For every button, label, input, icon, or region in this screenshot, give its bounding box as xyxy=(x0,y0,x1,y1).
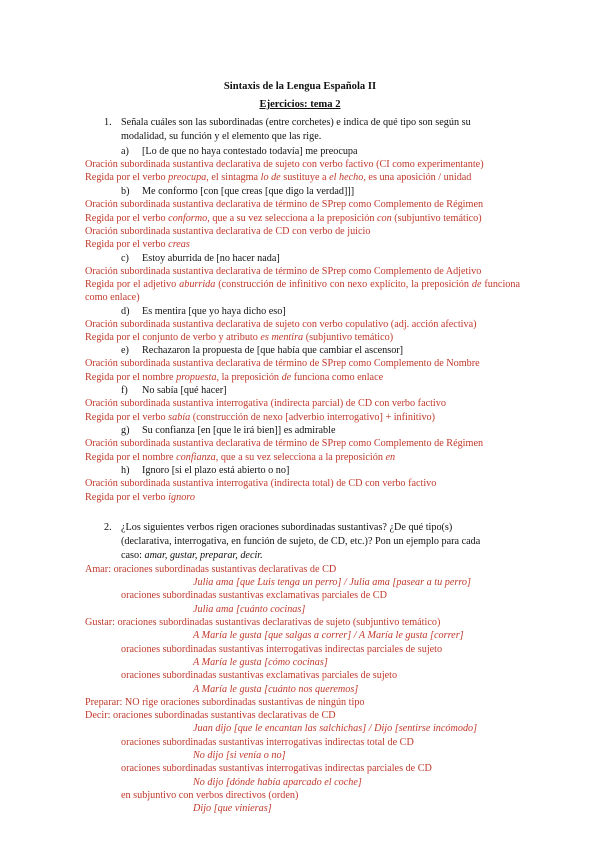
document-title: Sintaxis de la Lengua Española II xyxy=(223,81,377,92)
document-subtitle: Ejercicios: tema 2 xyxy=(259,99,341,110)
item-label: f) xyxy=(121,385,128,396)
item-sentence: Estoy aburrida de [no hacer nada] xyxy=(142,253,280,264)
answer-line: Oración subordinada sustantiva declarativa de término de SPrep como Complemento de Régimen xyxy=(85,438,484,449)
example-line: No dijo [dónde había aparcado el coche] xyxy=(193,777,362,788)
answer-line: oraciones subordinadas sustantivas interrogativas indirectas parciales de CD xyxy=(121,763,432,774)
exercise-number: 1. xyxy=(104,117,112,128)
answer-line: Gustar: oraciones subordinadas sustantivas declarativas de sujeto (subjuntivo temático) xyxy=(85,617,441,628)
item-label: d) xyxy=(121,306,130,317)
item-sentence: Ignoro [si el plazo está abierto o no] xyxy=(142,465,290,476)
answer-line: Regida por el verbo sabía (construcción de nexo [adverbio interrogativo] + infinitivo) xyxy=(85,412,436,423)
answer-line: Oración subordinada sustantiva interrogativa (indirecta total) de CD con verbo factivo xyxy=(85,478,437,489)
answer-line: Oración subordinada sustantiva declarativa de término de SPrep como Complemento de Régimen xyxy=(85,199,484,210)
answer-line: Regida por el verbo creas xyxy=(85,239,190,250)
item-label: g) xyxy=(121,425,130,436)
answer-line: oraciones subordinadas sustantivas exclamativas parciales de sujeto xyxy=(121,670,398,681)
answer-line: Preparar: NO rige oraciones subordinadas sustantivas de ningún tipo xyxy=(85,697,365,708)
example-line: No dijo [si venía o no] xyxy=(193,750,286,761)
answer-line: Regida por el verbo ignoro xyxy=(85,492,195,503)
item-sentence: Me conformo [con [que creas [que digo la verdad]]] xyxy=(142,186,355,197)
item-sentence: No sabía [qué hacer] xyxy=(142,385,227,396)
answer-line: Oración subordinada sustantiva declarativa de término de SPrep como Complemento de Nombre xyxy=(85,358,480,369)
item-label: h) xyxy=(121,465,130,476)
example-line: A María le gusta [cuánto nos queremos] xyxy=(193,684,359,695)
answer-line: Oración subordinada sustantiva declarativa de CD con verbo de juicio xyxy=(85,226,371,237)
answer-line: oraciones subordinadas sustantivas exclamativas parciales de CD xyxy=(121,590,387,601)
answer-line: Oración subordinada sustantiva declarativa de sujeto con verbo copulativo (adj. acción afectiva) xyxy=(85,319,477,330)
answer-line: Regida por el verbo conformo, que a su vez selecciona a la preposición con (subjuntivo temático) xyxy=(85,213,482,224)
answer-line: Regida por el nombre propuesta, la preposición de funciona como enlace xyxy=(85,372,384,383)
exercise-prompt-line: caso: amar, gustar, preparar, decir. xyxy=(121,550,263,561)
answer-line: Regida por el nombre confianza, que a su vez selecciona a la preposición en xyxy=(85,452,396,463)
answer-line: Regida por el conjunto de verbo y atributo es mentira (subjuntivo temático) xyxy=(85,332,394,343)
answer-line: Oración subordinada sustantiva declarativa de término de SPrep como Complemento de Adjetivo xyxy=(85,266,482,277)
answer-line: Amar: oraciones subordinadas sustantivas declarativas de CD xyxy=(85,564,337,575)
exercise-prompt-line: Señala cuáles son las subordinadas (entre corchetes) e indica de qué tipo son según su xyxy=(121,117,471,128)
answer-line: Decir: oraciones subordinadas sustantivas declarativas de CD xyxy=(85,710,336,721)
example-line: Juan dijo [que le encantan las salchichas] / Dijo [sentirse incómodo] xyxy=(193,723,478,734)
example-line: Dijo [que vinieras] xyxy=(193,803,272,814)
exercise-prompt-line: ¿Los siguientes verbos rigen oraciones subordinadas sustantivas? ¿De qué tipo(s) xyxy=(121,522,453,533)
item-label: b) xyxy=(121,186,130,197)
item-sentence: Rechazaron la propuesta de [que había que cambiar el ascensor] xyxy=(142,345,404,356)
item-label: a) xyxy=(121,146,129,157)
answer-line: en subjuntivo con verbos directivos (orden) xyxy=(121,790,299,801)
item-sentence: Es mentira [que yo haya dicho eso] xyxy=(142,306,286,317)
exercise-number: 2. xyxy=(104,522,112,533)
answer-line: Oración subordinada sustantiva interrogativa (indirecta parcial) de CD con verbo factivo xyxy=(85,398,446,409)
answer-line: oraciones subordinadas sustantivas interrogativas indirectas total de CD xyxy=(121,737,414,748)
answer-line: Regida por el verbo preocupa, el sintagma lo de sustituye a el hecho, es una aposición / unidad xyxy=(85,172,472,183)
item-sentence: Su confianza [en [que le irá bien]] es admirable xyxy=(142,425,336,436)
example-line: Julia ama [cuánto cocinas] xyxy=(193,604,306,615)
item-sentence: [Lo de que no haya contestado todavía] me preocupa xyxy=(142,146,358,157)
example-line: Julia ama [que Luis tenga un perro] / Julia ama [pasear a tu perro] xyxy=(193,577,471,588)
exercise-prompt-line: (declarativa, interrogativa, en función de sujeto, de CD, etc.)? Pon un ejemplo para cada xyxy=(121,536,481,547)
example-line: A María le gusta [que salgas a correr] / A María le gusta [correr] xyxy=(193,630,464,641)
item-label: c) xyxy=(121,253,129,264)
answer-line: oraciones subordinadas sustantivas interrogativas indirectas parciales de sujeto xyxy=(121,644,443,655)
exercise-prompt-line: modalidad, su función y el elemento que las rige. xyxy=(121,131,322,142)
answer-line: Oración subordinada sustantiva declarativa de sujeto con verbo factivo (CI como experimentante) xyxy=(85,159,484,170)
answer-paragraph: Regida por el adjetivo aburrida (construcción de infinitivo con nexo explícito, la preposición de funciona como enlace) xyxy=(85,279,520,303)
example-line: A María le gusta [cómo cocinas] xyxy=(193,657,328,668)
item-label: e) xyxy=(121,345,129,356)
